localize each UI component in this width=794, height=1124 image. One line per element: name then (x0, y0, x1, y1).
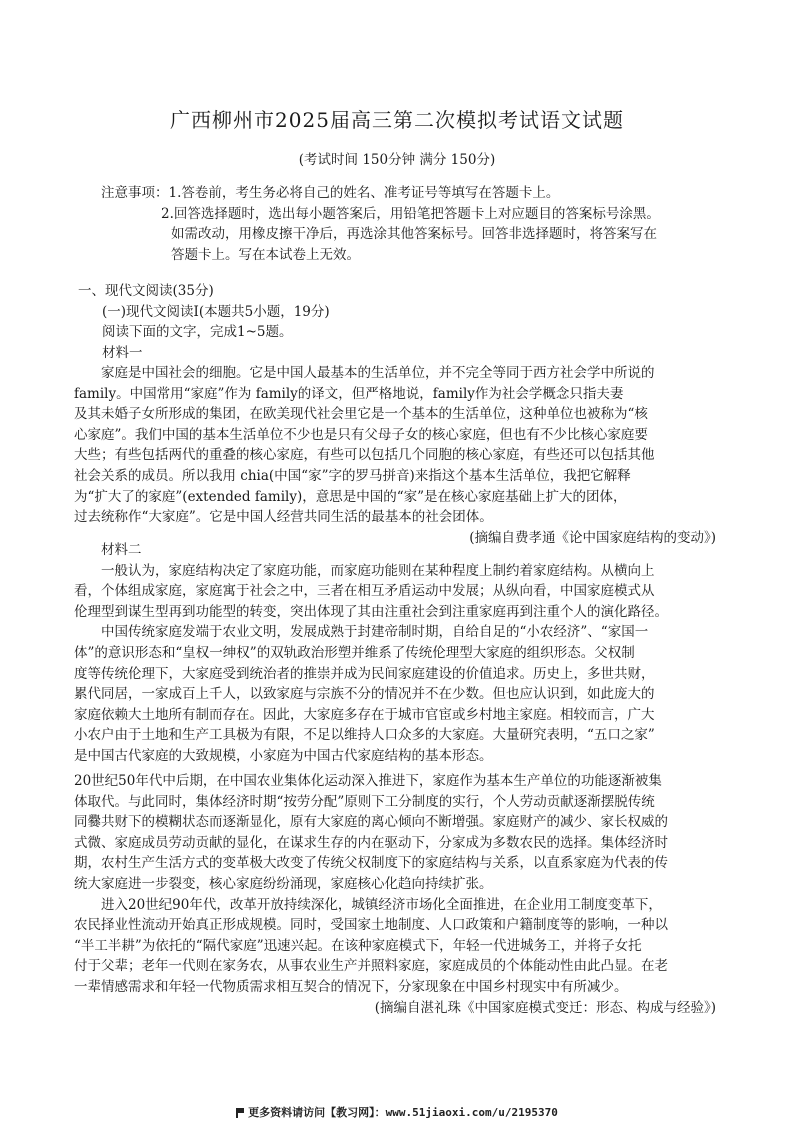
material1-label: 材料一 (102, 344, 143, 361)
material2-para2-line: 是中国古代家庭的大致规模，小家庭为中国古代家庭结构的基本形态。 (74, 747, 493, 764)
material2-para3-line: 统大家庭进一步裂变，核心家庭纷纷涌现，家庭核心化趋向持续扩张。 (74, 875, 493, 892)
material1-line: family。中国常用“家庭”作为 family的译文，但严格地说，family作为社会学概念只指夫妻 (74, 385, 624, 402)
material1-line: 及其未婚子女所形成的集团，在欧美现代社会里它是一个基本的生活单位，这种单位也被称为“核 (74, 406, 648, 423)
material2-para3-line: 式微、家庭成员劳动贡献的显化，在谋求生存的内在驱动下，分家成为多数农民的选择。集体经济时 (74, 834, 668, 851)
exam-duration-subtitle: (考试时间 150分钟 满分 150分) (298, 152, 496, 168)
material2-para4-line: “半工半耕”为依托的“隔代家庭”迅速兴起。在该种家庭模式下，年轻一代进城务工，并将子女托 (74, 937, 642, 954)
material2-para1-line: 伦理型到谋生型再到功能型的转变，突出体现了其由注重社会到注重家庭再到注重个人的演化路径。 (74, 603, 668, 620)
material2-para4-line: 一辈情感需求和年轻一代物质需求相互契合的情况下，分家现象在中国乡村现实中有所减少。 (74, 978, 628, 995)
material2-para2-line: 家庭依赖大土地所有制而存在。因此，大家庭多存在于城市官宦或乡村地主家庭。相较而言，广大 (74, 706, 655, 723)
material2-para1-line: 看，个体组成家庭，家庭寓于社会之中，三者在相互矛盾运动中发展；从纵向看，中国家庭模式从 (74, 583, 655, 600)
material2-para2-line: 中国传统家庭发端于农业文明，发展成熟于封建帝制时期，自给自足的“小农经济”、“家国一 (101, 624, 649, 641)
material1-line: 大些；有些包括两代的重叠的核心家庭，有些可以包括几个同胞的核心家庭，有些还可以包括其他 (74, 447, 655, 464)
material1-line: 社会关系的成员。所以我用 chia(中国“家”字的罗马拼音)来指这个基本生活单位，我把它解释 (74, 467, 631, 484)
material1-line: 过去统称作“大家庭”。它是中国人经营共同生活的最基本的社会团体。 (74, 509, 493, 526)
material2-para2-line: 度等传统伦理下，大家庭受到统治者的推崇并成为民间家庭建设的价值追求。历史上，多世共财， (74, 665, 655, 682)
flag-icon (236, 1108, 244, 1117)
material1-line: 为“扩大了的家庭”(extended family)，意思是中国的“家”是在核心家庭基础上扩大的团体， (74, 488, 627, 505)
material2-para2-line: 累代同居，一家成百上千人，以致家庭与宗族不分的情况并不在少数。但也应认识到，如此庞大的 (74, 686, 655, 703)
material2-para3-line: 同爨共财下的模糊状态而逐渐显化，原有大家庭的离心倾向不断增强。家庭财产的减少、家长权威的 (74, 814, 668, 831)
section-heading: 一、现代文阅读(35分) (78, 283, 214, 299)
material1-line: 心家庭”。我们中国的基本生活单位不少也是只有父母子女的核心家庭，但也有不少比核心家庭要 (74, 426, 648, 443)
notice-block (101, 183, 721, 265)
page-title: 广西柳州市2025届高三第二次模拟考试语文试题 (170, 108, 624, 132)
material2-para3-line: 期，农村生产生活方式的变革极大改变了传统父权制度下的家庭结构与关系，以直系家庭为代表的传 (74, 855, 668, 872)
material2-para4-line: 进入20世纪90年代，改革开放持续深化，城镇经济市场化全面推进，在企业用工制度变革下， (101, 896, 662, 913)
material2-para3-line: 体取代。与此同时，集体经济时期“按劳分配”原则下工分制度的实行，个人劳动贡献逐渐摆脱传统 (74, 793, 655, 810)
material2-text (74, 540, 720, 767)
footer-text: 更多资料请访问【教习网】：www.51jiaoxi.com/u/2195370 (248, 1106, 558, 1119)
material1-line: 家庭是中国社会的细胞。它是中国人最基本的生活单位，并不完全等同于西方社会学中所说的 (101, 365, 655, 381)
material2-para3 (74, 771, 720, 1018)
material2-para4-line: 付于父辈；老年一代则在家务农，从事农业生产并照料家庭，家庭成员的个体能动性由此凸显。在老 (74, 958, 668, 975)
notice-line: 答题卡上。写在本试卷上无效。 (171, 246, 360, 263)
notice-line: 如需改动，用橡皮擦干净后，再选涂其他答案标号。回答非选择题时，将答案写在 (171, 226, 657, 243)
sub-section-heading: (一)现代文阅读Ⅰ(本题共5小题，19分) (102, 303, 330, 320)
section-heading-block (78, 281, 718, 363)
material2-label: 材料二 (101, 542, 142, 558)
material1-source: (摘编自费孝通《论中国家庭结构的变动》) (469, 529, 716, 546)
material2-para2-line: 体”的意识形态和“皇权一绅权”的双轨政治形塑并维系了传统伦理型大家庭的组织形态。父权制 (74, 644, 635, 661)
material1-text (74, 363, 720, 548)
material2-para2-line: 小农户由于土地和生产工具极为有限，不足以维持人口众多的大家庭。大量研究表明，“五口之家” (74, 727, 655, 744)
notice-line: 注意事项：1.答卷前，考生务必将自己的姓名、准考证号等填写在答题卡上。 (101, 185, 560, 201)
material2-para3-line: 20世纪50年代中后期，在中国农业集体化运动深入推进下，家庭作为基本生产单位的功能逐渐被集 (74, 773, 662, 789)
notice-line: 2.回答选择题时，选出每小题答案后，用铅笔把答题卡上对应题目的答案标号涂黑。 (161, 205, 660, 222)
material2-para4-line: 农民择业性流动开始真正形成规模。同时，受国家土地制度、人口政策和户籍制度等的影响，一种以 (74, 917, 668, 934)
footer-link[interactable] (0, 1106, 794, 1120)
reading-instruction: 阅读下面的文字，完成1~5题。 (102, 324, 293, 341)
material2-para1-line: 一般认为，家庭结构决定了家庭功能，而家庭功能则在某种程度上制约着家庭结构。从横向上 (101, 562, 655, 579)
material2-source: (摘编自湛礼珠《中国家庭模式变迁：形态、构成与经验》) (374, 999, 716, 1016)
